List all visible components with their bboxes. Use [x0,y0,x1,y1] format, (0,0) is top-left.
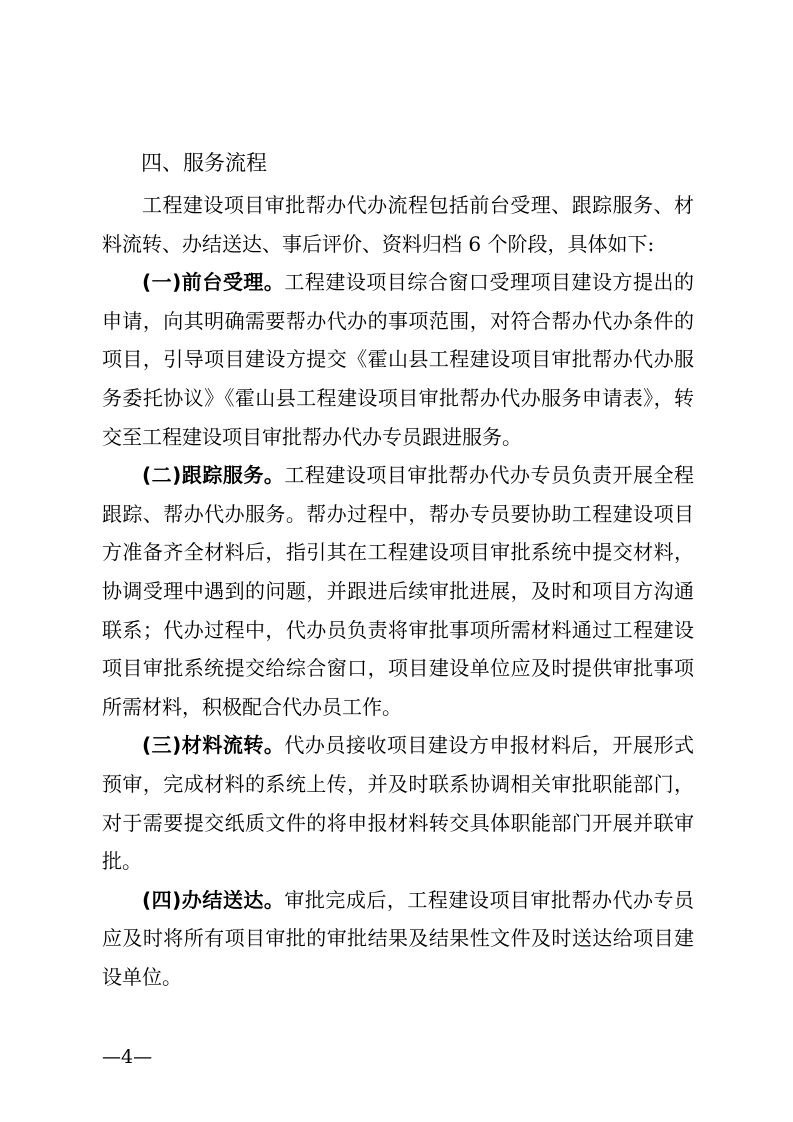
document-body [102,186,694,996]
section-heading: 四、服务流程 [141,151,267,175]
page-number: —4— [102,1046,153,1068]
section-title-front-desk: (一)前台受理。 [142,270,285,295]
section-text-front-desk: 工程建设项目综合窗口受理项目建设方提出的申请，向其明确需要帮办代办的事项范围，对符合帮办代办条件的项目，引导项目建设方提交《霍山县工程建设项目审批帮办代办服务委托协议》《霍山县工程建设项目审批帮办代办服务申请表》，转交至工程建设项目审批帮办代办专员跟进服务。 [102,270,695,449]
section-title-delivery: (四)办结送达。 [142,887,285,912]
section-text-material-flow: 代办员接收项目建设方申报材料后，开展形式预审，完成材料的系统上传，并及时联系协调相关审批职能部门，对于需要提交纸质文件的将申报材料转交具体职能部门开展并联审批。 [102,733,695,874]
section-title-tracking: (二)跟踪服务。 [142,463,285,488]
section-text-tracking: 工程建设项目审批帮办代办专员负责开展全程跟踪、帮办代办服务。帮办过程中，帮办专员要协助工程建设项目方准备齐全材料后，指引其在工程建设项目审批系统中提交材料，协调受理中遇到的问题，并跟进后续审批进展，及时和项目方沟通联系；代办过程中，代办员负责将审批事项所需材料通过工程建设项目审批系统提交给综合窗口，项目建设单位应及时提供审批事项所需材料，积极配合代办员工作。 [102,463,695,719]
section-paragraph-tracking [102,456,694,726]
section-text-delivery: 审批完成后，工程建设项目审批帮办代办专员应及时将所有项目审批的审批结果及结果性文件及时送达给项目建设单位。 [102,887,695,989]
section-paragraph-material-flow [102,726,694,880]
section-paragraph-delivery [102,881,694,997]
section-paragraph-front-desk [102,263,694,456]
intro-paragraph: 工程建设项目审批帮办代办流程包括前台受理、跟踪服务、材料流转、办结送达、事后评价、资料归档 6 个阶段，具体如下: [102,193,694,256]
section-title-material-flow: (三)材料流转。 [142,733,285,758]
